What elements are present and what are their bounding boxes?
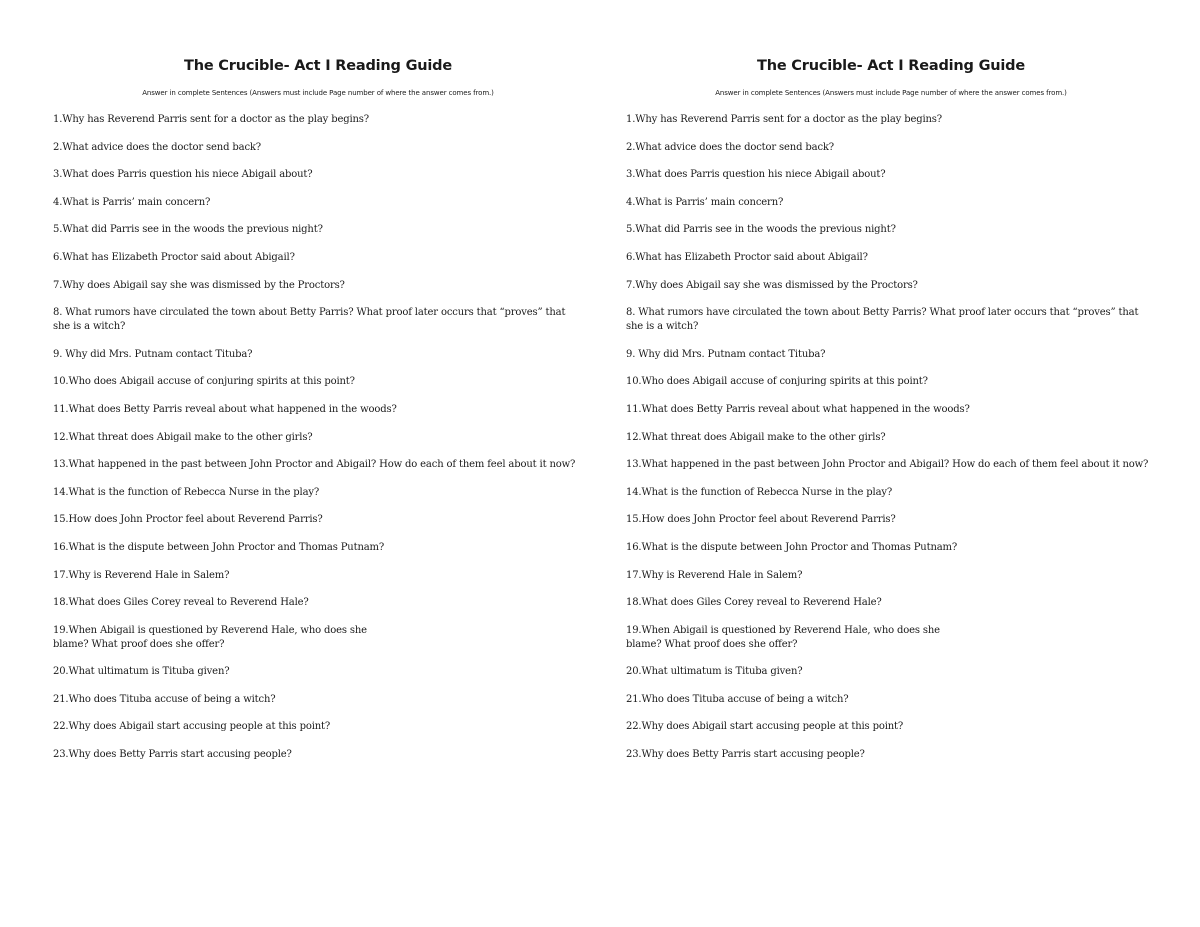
question-item: 1.Why has Reverend Parris sent for a doctor as the play begins? xyxy=(626,114,942,125)
question-item: 9. Why did Mrs. Putnam contact Tituba? xyxy=(626,348,826,360)
question-item: 18.What does Giles Corey reveal to Reverend Hale? xyxy=(626,597,882,609)
question-item: 18.What does Giles Corey reveal to Reverend Hale? xyxy=(53,597,309,609)
question-item: 21.Who does Tituba accuse of being a witch? xyxy=(626,693,849,705)
question-item: 12.What threat does Abigail make to the other girls? xyxy=(53,431,313,443)
question-item: 20.What ultimatum is Tituba given? xyxy=(53,666,230,678)
question-item: 17.Why is Reverend Hale in Salem? xyxy=(626,569,803,581)
question-item: 19.When Abigail is questioned by Reverend Hale, who does she blame? What proof does she offer? xyxy=(626,624,940,650)
question-item: 21.Who does Tituba accuse of being a witch? xyxy=(53,693,276,705)
question-item: 14.What is the function of Rebecca Nurse in the play? xyxy=(53,486,320,498)
reading-guide-left xyxy=(53,56,583,776)
question-item: 10.Who does Abigail accuse of conjuring spirits at this point? xyxy=(53,376,355,388)
question-item: 16.What is the dispute between John Proctor and Thomas Putnam? xyxy=(53,541,385,553)
page-title: The Crucible- Act I Reading Guide xyxy=(184,58,452,74)
page-title: The Crucible- Act I Reading Guide xyxy=(757,58,1025,74)
question-item: 8. What rumors have circulated the town about Betty Parris? What proof later occurs that “proves” that she is a witch? xyxy=(626,307,1139,333)
question-item: 4.What is Parris’ main concern? xyxy=(626,196,784,208)
question-item: 7.Why does Abigail say she was dismissed by the Proctors? xyxy=(53,279,345,291)
question-item: 20.What ultimatum is Tituba given? xyxy=(626,666,803,678)
question-item: 11.What does Betty Parris reveal about what happened in the woods? xyxy=(626,403,970,415)
question-item: 13.What happened in the past between John Proctor and Abigail? How do each of them feel about it now? xyxy=(53,459,576,471)
question-item: 13.What happened in the past between John Proctor and Abigail? How do each of them feel about it now? xyxy=(626,459,1149,471)
question-item: 2.What advice does the doctor send back? xyxy=(53,141,262,153)
question-item: 16.What is the dispute between John Proctor and Thomas Putnam? xyxy=(626,541,958,553)
question-item: 6.What has Elizabeth Proctor said about Abigail? xyxy=(626,251,868,263)
instructions: Answer in complete Sentences (Answers must include Page number of where the answer comes from.) xyxy=(715,89,1067,97)
question-item: 1.Why has Reverend Parris sent for a doctor as the play begins? xyxy=(53,114,369,125)
question-item: 10.Who does Abigail accuse of conjuring spirits at this point? xyxy=(626,376,928,388)
question-item: 23.Why does Betty Parris start accusing people? xyxy=(626,749,865,761)
question-item: 19.When Abigail is questioned by Reverend Hale, who does she blame? What proof does she offer? xyxy=(53,624,367,650)
question-item: 3.What does Parris question his niece Abigail about? xyxy=(626,169,886,181)
question-item: 8. What rumors have circulated the town about Betty Parris? What proof later occurs that “proves” that she is a witch? xyxy=(53,307,566,333)
question-item: 15.How does John Proctor feel about Reverend Parris? xyxy=(626,514,896,526)
instructions: Answer in complete Sentences (Answers must include Page number of where the answer comes from.) xyxy=(142,89,494,97)
question-item: 3.What does Parris question his niece Abigail about? xyxy=(53,169,313,181)
question-item: 14.What is the function of Rebecca Nurse in the play? xyxy=(626,486,893,498)
question-item: 15.How does John Proctor feel about Reverend Parris? xyxy=(53,514,323,526)
question-item: 17.Why is Reverend Hale in Salem? xyxy=(53,569,230,581)
question-item: 5.What did Parris see in the woods the previous night? xyxy=(626,224,896,236)
question-item: 5.What did Parris see in the woods the previous night? xyxy=(53,224,323,236)
question-list xyxy=(626,113,1156,762)
question-item: 22.Why does Abigail start accusing people at this point? xyxy=(626,721,904,733)
question-item: 11.What does Betty Parris reveal about what happened in the woods? xyxy=(53,403,397,415)
question-list xyxy=(53,113,583,762)
question-item: 2.What advice does the doctor send back? xyxy=(626,141,835,153)
question-item: 6.What has Elizabeth Proctor said about Abigail? xyxy=(53,251,295,263)
question-item: 4.What is Parris’ main concern? xyxy=(53,196,211,208)
question-item: 9. Why did Mrs. Putnam contact Tituba? xyxy=(53,348,253,360)
question-item: 7.Why does Abigail say she was dismissed by the Proctors? xyxy=(626,279,918,291)
question-item: 23.Why does Betty Parris start accusing people? xyxy=(53,749,292,761)
question-item: 12.What threat does Abigail make to the other girls? xyxy=(626,431,886,443)
reading-guide-right xyxy=(626,56,1156,776)
question-item: 22.Why does Abigail start accusing people at this point? xyxy=(53,721,331,733)
